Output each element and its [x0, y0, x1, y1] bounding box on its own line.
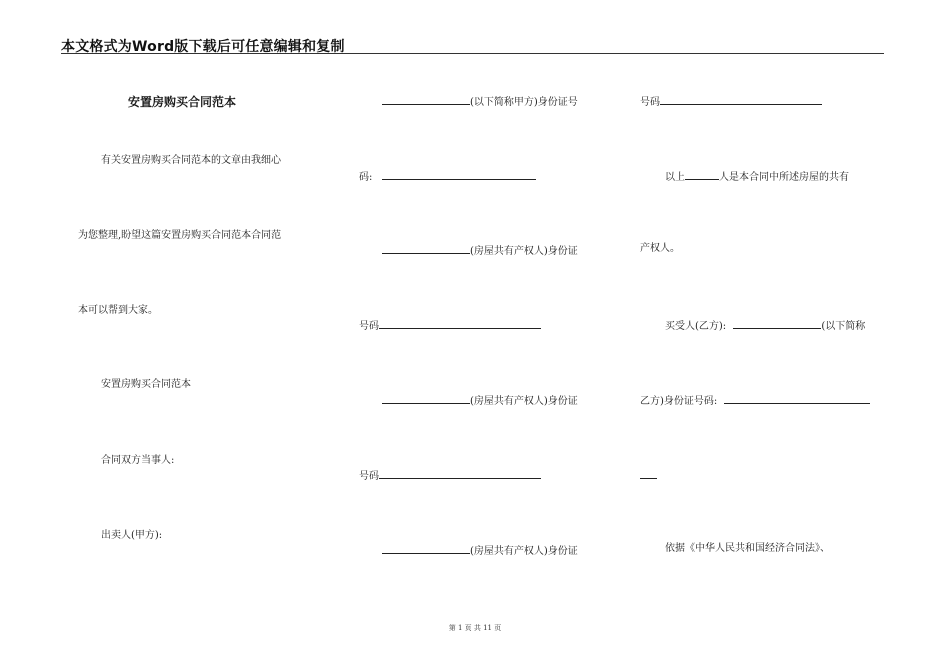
blank-line [724, 393, 870, 404]
co-owners-statement: 以上 人是本合同中所述房屋的共有 [665, 169, 849, 184]
party-a-id-cont: 码: [359, 169, 536, 184]
co-owners-statement-cont: 产权人。 [640, 243, 680, 254]
blank-line [733, 318, 821, 329]
page-header-title: 本文格式为Word版下载后可任意编辑和复制 [61, 39, 345, 55]
blank-line [640, 468, 657, 479]
buyer-id-line: 乙方)身份证号码: [640, 393, 870, 408]
blank-line [379, 318, 541, 329]
header-rule [61, 53, 884, 54]
party-a-id-number-line: 号码 [640, 94, 822, 109]
parties-heading: 合同双方当事人: [101, 455, 175, 466]
intro-line-3: 本可以帮到大家。 [78, 305, 158, 316]
co-owner-3-id-line: (房屋共有产权人)身份证 [382, 543, 578, 558]
co-owner-2-id-line: (房屋共有产权人)身份证 [382, 393, 578, 408]
blank-line [379, 468, 541, 479]
co-owner-2-id-cont: 号码 [359, 468, 541, 483]
co-owner-1-id-line: (房屋共有产权人)身份证 [382, 243, 578, 258]
blank-line [382, 393, 470, 404]
blank-line [382, 94, 470, 105]
intro-line-1: 有关安置房购买合同范本的文章由我细心 [101, 155, 281, 166]
buyer-id-cont [640, 468, 657, 483]
seller-label: 出卖人(甲方): [101, 530, 163, 541]
blank-line [382, 169, 536, 180]
page-footer: 第 1 页 共 11 页 [448, 624, 502, 632]
blank-line [685, 169, 719, 180]
intro-line-2: 为您整理,盼望这篇安置房购买合同范本合同范 [78, 230, 282, 241]
party-a-id-line: (以下简称甲方)身份证号 [382, 94, 578, 109]
legal-basis-line: 依据《中华人民共和国经济合同法》、 [665, 543, 830, 554]
buyer-line: 买受人(乙方): (以下简称 [665, 318, 865, 333]
section-subtitle: 安置房购买合同范本 [101, 379, 191, 390]
blank-line [660, 94, 822, 105]
blank-line [382, 543, 470, 554]
blank-line [382, 243, 470, 254]
document-title: 安置房购买合同范本 [128, 95, 237, 109]
co-owner-1-id-cont: 号码 [359, 318, 541, 333]
